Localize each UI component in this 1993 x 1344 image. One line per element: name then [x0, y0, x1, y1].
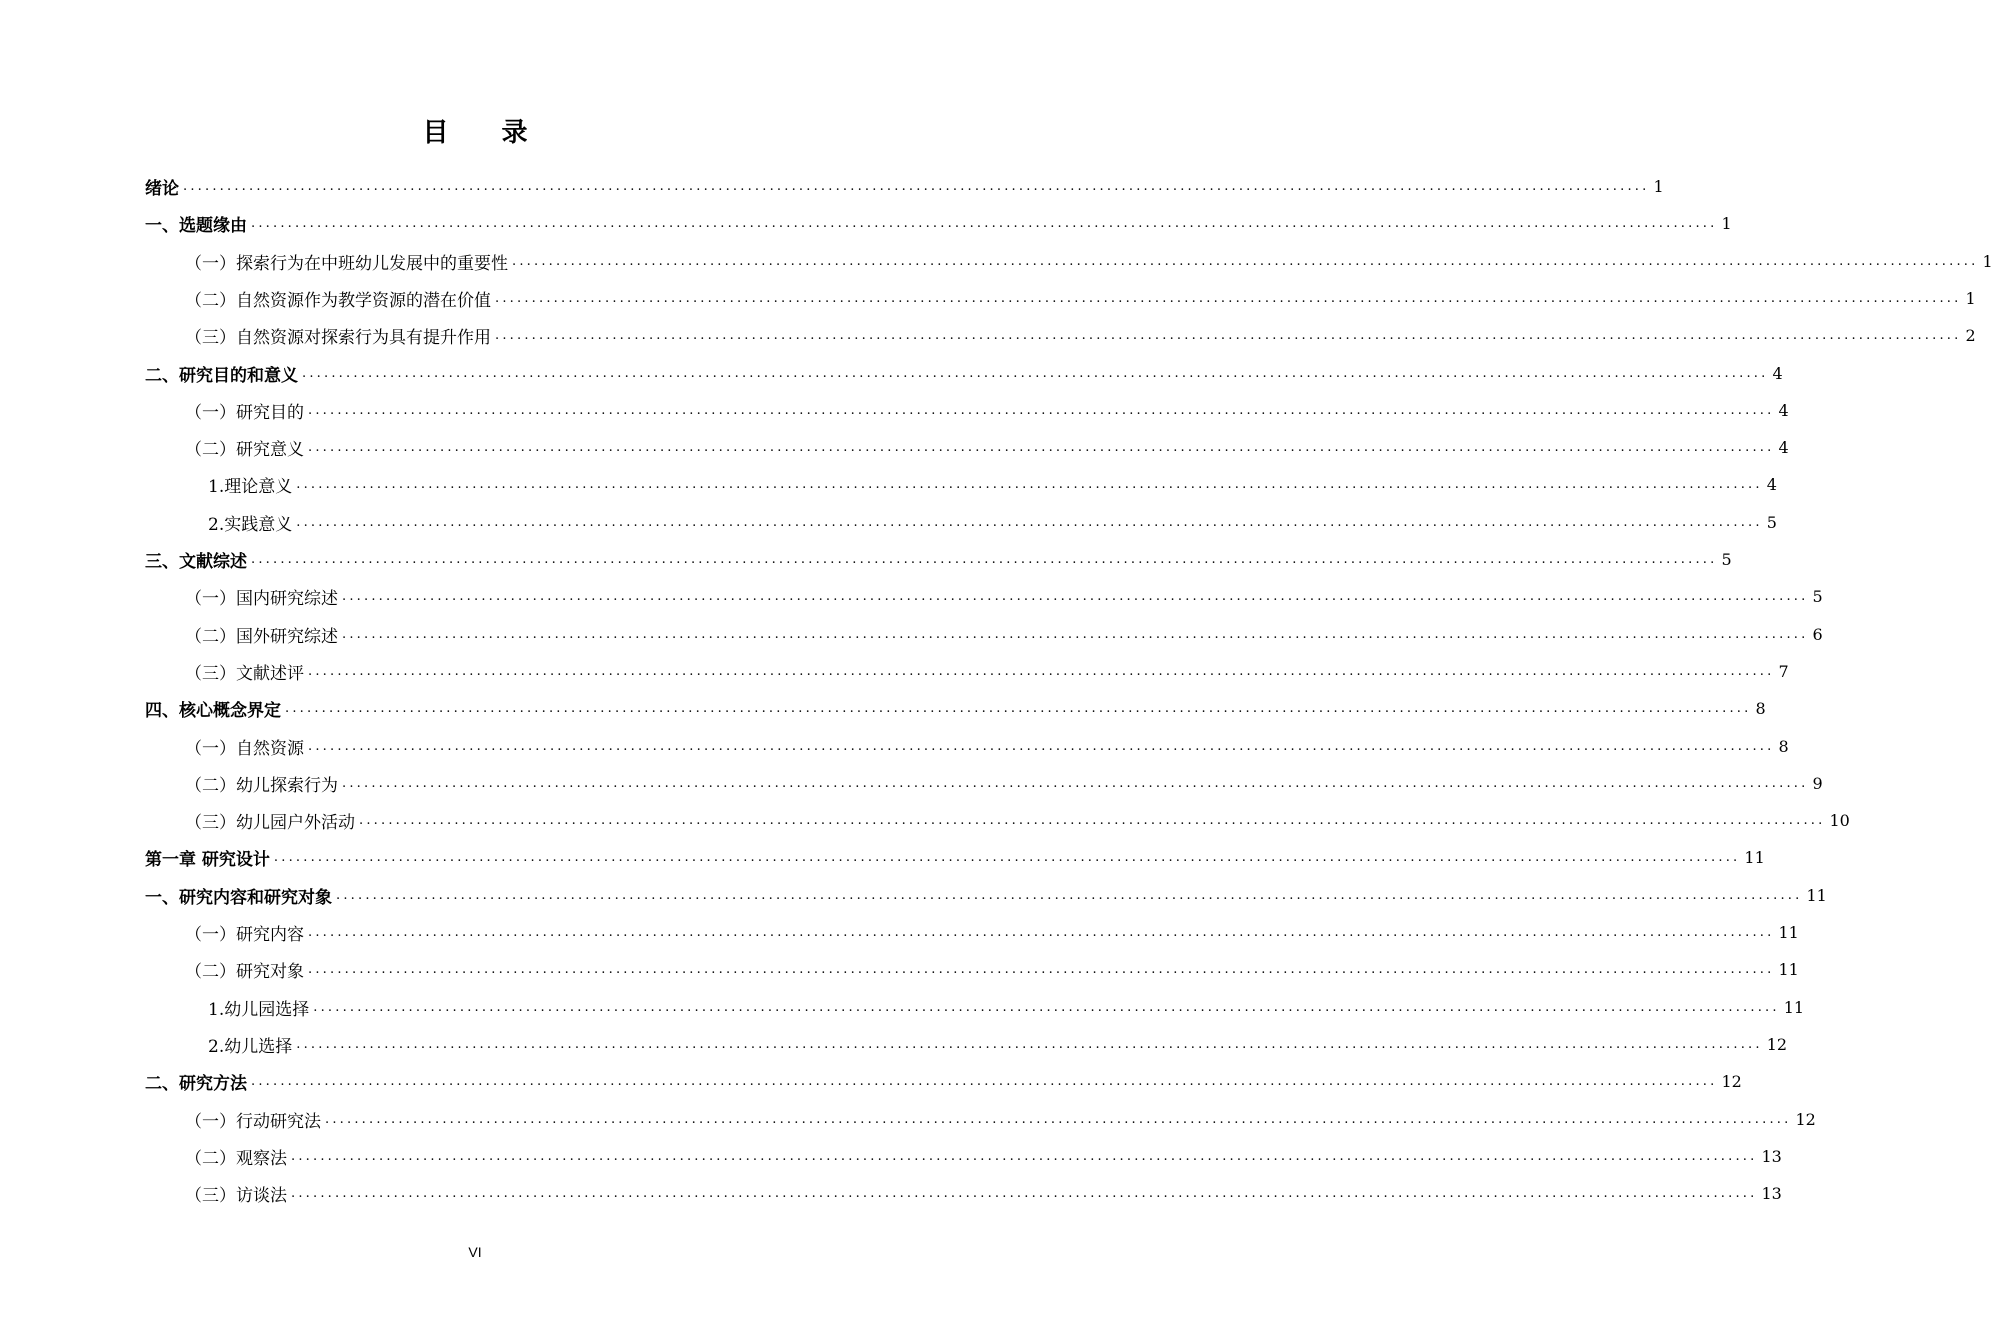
toc-entry[interactable] — [0, 1104, 1816, 1134]
toc-dot-leader: ........................................................................................................................................................................................................ — [302, 365, 1769, 381]
page-title: 目 录 — [422, 118, 550, 148]
toc-entry[interactable] — [0, 1066, 1742, 1096]
toc-dot-leader: ........................................................................................................................................................................................................ — [308, 663, 1775, 679]
toc-entry-label: （一）研究目的 — [185, 402, 304, 423]
toc-dot-leader: ........................................................................................................................................................................................................ — [325, 1111, 1792, 1127]
toc-dot-leader: ........................................................................................................................................................................................................ — [495, 290, 1962, 306]
toc-entry-page: 4 — [1766, 474, 1777, 494]
toc-dot-leader: ........................................................................................................................................................................................................ — [342, 626, 1809, 642]
toc-dot-leader: ........................................................................................................................................................................................................ — [342, 775, 1809, 791]
toc-entry-label: （二）国外研究综述 — [185, 626, 338, 647]
toc-entry-label: （一）行动研究法 — [185, 1111, 321, 1132]
toc-dot-leader: ........................................................................................................................................................................................................ — [359, 812, 1826, 828]
toc-entry-label: （二）自然资源作为教学资源的潜在价值 — [185, 290, 491, 311]
toc-entry-page: 11 — [1783, 997, 1805, 1017]
toc-dot-leader: ........................................................................................................................................................................................................ — [308, 439, 1775, 455]
toc-entry-page: 1 — [1982, 251, 1993, 271]
toc-entry-label: （二）幼儿探索行为 — [185, 775, 338, 796]
toc-dot-leader: ........................................................................................................................................................................................................ — [342, 588, 1809, 604]
toc-entry[interactable] — [0, 693, 1766, 723]
toc-entry-label: 二、研究目的和意义 — [145, 365, 298, 386]
toc-entry[interactable] — [0, 469, 1777, 499]
toc-entry-label: （三）文献述评 — [185, 663, 304, 684]
toc-entry-page: 11 — [1778, 922, 1799, 942]
toc-entry-page: 2 — [1965, 325, 1976, 345]
toc-dot-leader: ........................................................................................................................................................................................................ — [291, 1185, 1758, 1201]
toc-entry[interactable] — [0, 432, 1789, 462]
toc-entry-label: 四、核心概念界定 — [145, 700, 281, 721]
toc-entry[interactable] — [0, 842, 1765, 872]
toc-entry-page: 6 — [1812, 624, 1823, 644]
toc-dot-leader: ........................................................................................................................................................................................................ — [308, 961, 1775, 977]
toc-entry-label: 绪论 — [145, 178, 179, 199]
toc-entry[interactable] — [0, 283, 1976, 313]
toc-entry[interactable] — [0, 805, 1850, 835]
toc-entry[interactable] — [0, 544, 1732, 574]
page-number: VI — [468, 1244, 482, 1260]
toc-entry-page: 8 — [1778, 736, 1789, 756]
toc-entry[interactable] — [0, 171, 1664, 201]
toc-entry-label: （二）研究意义 — [185, 439, 304, 460]
toc-entry-page: 5 — [1766, 512, 1777, 532]
toc-entry[interactable] — [0, 208, 1732, 238]
toc-entry-page: 11 — [1778, 959, 1799, 979]
toc-dot-leader: ........................................................................................................................................................................................................ — [313, 999, 1780, 1015]
toc-entry-label: 第一章 研究设计 — [145, 849, 270, 870]
toc-dot-leader: ........................................................................................................................................................................................................ — [183, 178, 1650, 194]
toc-dot-leader: ........................................................................................................................................................................................................ — [495, 327, 1962, 343]
toc-entry-page: 11 — [1806, 885, 1827, 905]
toc-entry[interactable] — [0, 656, 1789, 686]
toc-dot-leader: ........................................................................................................................................................................................................ — [336, 887, 1803, 903]
toc-dot-leader: ........................................................................................................................................................................................................ — [308, 924, 1775, 940]
toc-entry[interactable] — [0, 507, 1777, 537]
toc-entry-label: 2.幼儿选择 — [208, 1036, 293, 1057]
toc-entry-page: 10 — [1829, 810, 1850, 830]
toc-entry[interactable] — [0, 1141, 1782, 1171]
toc-dot-leader: ........................................................................................................................................................................................................ — [251, 1073, 1718, 1089]
toc-entry-page: 1 — [1653, 176, 1664, 196]
toc-dot-leader: ........................................................................................................................................................................................................ — [308, 402, 1775, 418]
toc-entry-label: （二）观察法 — [185, 1148, 287, 1169]
toc-entry-label: 一、研究内容和研究对象 — [145, 887, 332, 908]
toc-entry-page: 5 — [1721, 549, 1732, 569]
toc-entry-page: 4 — [1778, 400, 1789, 420]
toc-dot-leader: ........................................................................................................................................................................................................ — [251, 551, 1718, 567]
toc-entry-page: 7 — [1778, 661, 1789, 681]
toc-entry-page: 5 — [1812, 586, 1823, 606]
toc-entry[interactable] — [0, 992, 1805, 1022]
toc-entry[interactable] — [0, 731, 1789, 761]
toc-entry-page: 11 — [1744, 847, 1765, 867]
toc-dot-leader: ........................................................................................................................................................................................................ — [296, 1036, 1763, 1052]
toc-entry-page: 13 — [1761, 1183, 1782, 1203]
toc-entry[interactable] — [0, 320, 1976, 350]
toc-entry-page: 4 — [1778, 437, 1789, 457]
toc-dot-leader: ........................................................................................................................................................................................................ — [285, 700, 1752, 716]
toc-entry[interactable] — [0, 358, 1783, 388]
toc-entry-page: 13 — [1761, 1146, 1782, 1166]
toc-entry-label: （一）自然资源 — [185, 738, 304, 759]
toc-dot-leader: ........................................................................................................................................................................................................ — [251, 215, 1718, 231]
toc-dot-leader: ........................................................................................................................................................................................................ — [291, 1148, 1758, 1164]
toc-entry[interactable] — [0, 954, 1799, 984]
toc-entry-page: 8 — [1755, 698, 1766, 718]
toc-entry-page: 12 — [1766, 1034, 1788, 1054]
toc-entry-label: 一、选题缘由 — [145, 215, 247, 236]
toc-entry-page: 1 — [1721, 213, 1732, 233]
toc-entry-label: （一）国内研究综述 — [185, 588, 338, 609]
toc-dot-leader: ........................................................................................................................................................................................................ — [296, 514, 1763, 530]
toc-entry-label: 1.幼儿园选择 — [208, 999, 310, 1020]
toc-dot-leader: ........................................................................................................................................................................................................ — [273, 849, 1741, 865]
toc-entry[interactable] — [0, 246, 1993, 276]
toc-entry[interactable] — [0, 880, 1827, 910]
toc-entry-page: 12 — [1721, 1071, 1742, 1091]
toc-entry-label: （一）研究内容 — [185, 924, 304, 945]
toc-entry[interactable] — [0, 619, 1823, 649]
toc-entry[interactable] — [0, 917, 1799, 947]
toc-entry[interactable] — [0, 1178, 1782, 1208]
toc-entry[interactable] — [0, 1029, 1788, 1059]
toc-dot-leader: ........................................................................................................................................................................................................ — [296, 476, 1763, 492]
toc-entry-label: （一）探索行为在中班幼儿发展中的重要性 — [185, 253, 508, 274]
toc-entry-label: （三）自然资源对探索行为具有提升作用 — [185, 327, 491, 348]
toc-entry-page: 1 — [1965, 288, 1976, 308]
toc-entry-label: 三、文献综述 — [145, 551, 247, 572]
toc-dot-leader: ........................................................................................................................................................................................................ — [308, 738, 1775, 754]
toc-entry-page: 12 — [1795, 1109, 1816, 1129]
toc-entry-label: 2.实践意义 — [208, 514, 293, 535]
toc-entry-label: （三）访谈法 — [185, 1185, 287, 1206]
toc-entry-label: 二、研究方法 — [145, 1073, 247, 1094]
toc-entry[interactable] — [0, 395, 1789, 425]
toc-entry-label: （二）研究对象 — [185, 961, 304, 982]
toc-entry-page: 4 — [1772, 363, 1783, 383]
toc-entry-label: 1.理论意义 — [208, 476, 293, 497]
toc-entry[interactable] — [0, 581, 1823, 611]
toc-entry-page: 9 — [1812, 773, 1823, 793]
toc-dot-leader: ........................................................................................................................................................................................................ — [512, 253, 1979, 269]
toc-entry[interactable] — [0, 768, 1823, 798]
toc-entry-label: （三）幼儿园户外活动 — [185, 812, 355, 833]
